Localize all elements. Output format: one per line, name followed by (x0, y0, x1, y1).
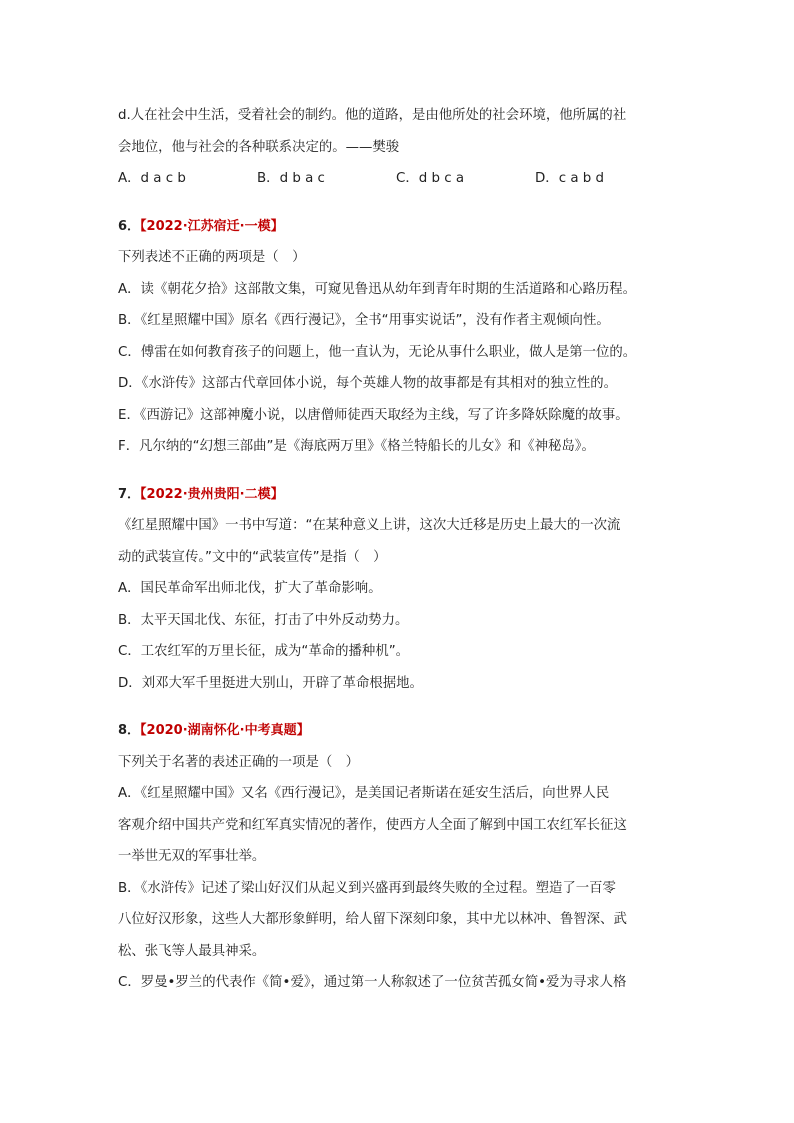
q5-text-line-1: d.人在社会中生活，受着社会的制约。他的道路，是由他所处的社会环境，他所属的社 (118, 108, 627, 123)
q5-option-c: C．d b c a (396, 171, 465, 186)
q7-number: 7． (118, 486, 141, 502)
q8-text-line: 客观介绍中国共产党和红军真实情况的著作，使西方人全面了解到中国工农红军长征这 (118, 817, 627, 833)
q8-number: 8． (118, 723, 141, 738)
q8-text-line: 八位好汉形象，这些人大都形象鲜明，给人留下深刻印象，其中尤以林冲、鲁智深、武 (118, 912, 627, 927)
q7-option-c: C．工农红军的万里长征，成为“革命的播种机”。 (118, 644, 410, 659)
q5-option-b: B．d b a c (257, 171, 325, 186)
q8-source-tag: 【2020·湖南怀化·中考真题】 (140, 723, 310, 738)
q8-stem: 下列关于名著的表述正确的一项是（ ） (118, 754, 360, 770)
q8-text-line: B．《水浒传》记述了梁山好汉们从起义到兴盛再到最终失败的全过程。塑造了一百零 (118, 880, 616, 896)
q8-heading (118, 715, 688, 747)
q5-option-d: D．c a b d (535, 171, 605, 186)
q6-number: 6． (118, 218, 141, 234)
q6-option-c: C．傅雷在如何教育孩子的问题上，他一直认为，无论从事什么职业，做人是第一位的。 (118, 344, 637, 360)
q6-option-f: F．凡尔纳的“幻想三部曲”是《海底两万里》《格兰特船长的儿女》和《神秘岛》。 (118, 439, 595, 454)
q5-text-line-2: 会地位，他与社会的各种联系决定的。——樊骏 (118, 139, 400, 155)
q7-option-a: A．国民革命军出师北伐，扩大了革命影响。 (118, 581, 382, 596)
q7-option-b: B．太平天国北伐、东征，打击了中外反动势力。 (118, 612, 409, 628)
q7-stem-line-1: 《红星照耀中国》一书中写道：“在某种意义上讲，这次大迁移是历史上最大的一次流 (118, 518, 621, 533)
q8-text-line: C．罗曼•罗兰的代表作《简•爱》，通过第一人称叙述了一位贫苦孤女简•爱为寻求人格 (118, 975, 627, 990)
q8-text-line: A．《红星照耀中国》又名《西行漫记》，是美国记者斯诺在延安生活后，向世界人民 (118, 786, 610, 801)
q5-options (118, 163, 688, 195)
q6-heading (118, 211, 688, 243)
q8-text-line: 松、张飞等人最具神采。 (118, 943, 266, 959)
q8-text-line: 一举世无双的军事壮举。 (118, 849, 266, 864)
q5-option-a: A．d a c b (118, 171, 186, 186)
q6-option-d: D．《水浒传》这部古代章回体小说，每个英雄人物的故事都是有其相对的独立性的。 (118, 376, 618, 391)
q7-option-d: D．刘邓大军千里挺进大别山，开辟了革命根据地。 (118, 675, 423, 691)
page-content (118, 100, 688, 999)
q7-source-tag: 【2022·贵州贵阳·二模】 (140, 486, 284, 502)
q6-option-b: B．《红星照耀中国》原名《西行漫记》，全书“用事实说话”，没有作者主观倾向性。 (118, 313, 610, 328)
q6-option-a: A．读《朝花夕拾》这部散文集，可窥见鲁迅从幼年到青年时期的生活道路和心路历程。 (118, 281, 637, 297)
q6-source-tag: 【2022·江苏宿迁·一模】 (140, 218, 284, 234)
q6-stem: 下列表述不正确的两项是（ ） (118, 250, 306, 265)
q7-heading (118, 479, 688, 511)
q6-option-e: E．《西游记》这部神魔小说，以唐僧师徒西天取经为主线，写了许多降妖除魔的故事。 (118, 407, 629, 423)
q7-stem-line-2: 动的武装宣传。”文中的“武装宣传”是指（ ） (118, 549, 387, 565)
